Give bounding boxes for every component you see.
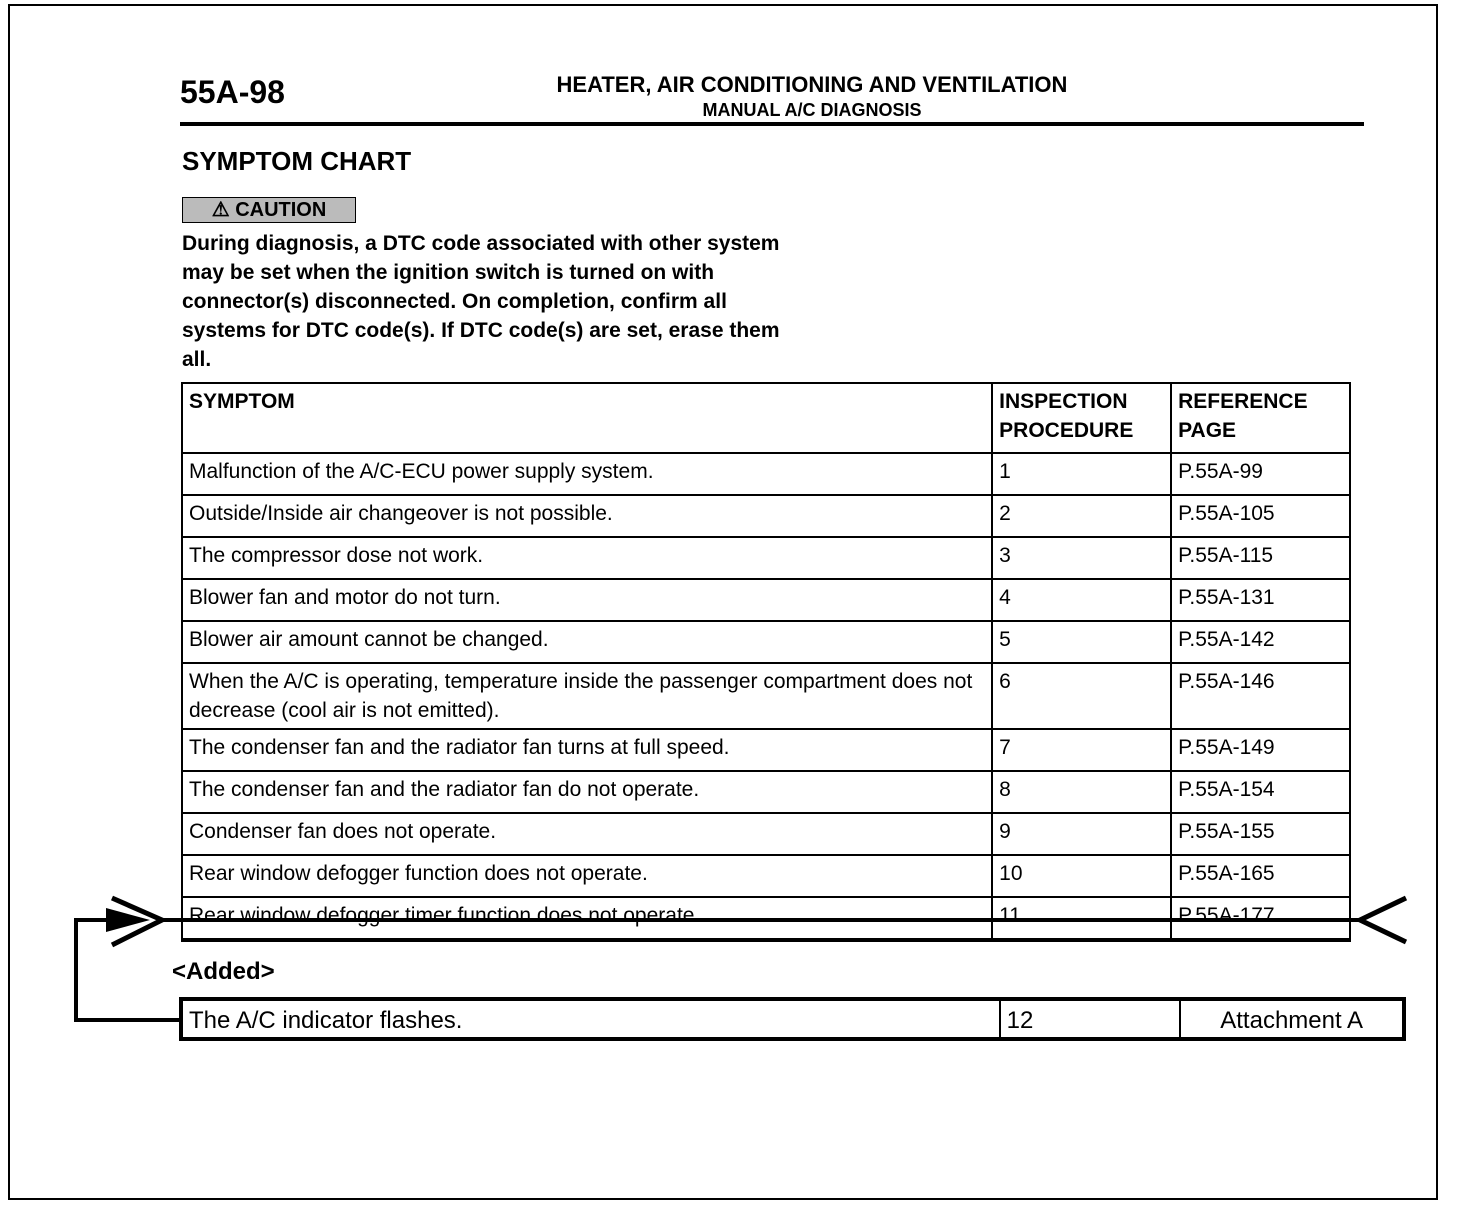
procedure-cell: 7 <box>992 729 1171 771</box>
right-chevron-icon <box>1360 898 1406 942</box>
symptom-cell: When the A/C is operating, temperature inside the passenger compartment does not decrease (cool air is not emitted). <box>182 663 992 729</box>
reference-cell: P.55A-177 <box>1171 897 1350 940</box>
procedure-cell: 12 <box>1000 999 1181 1039</box>
symptom-cell: The condenser fan and the radiator fan turns at full speed. <box>182 729 992 771</box>
procedure-cell: 6 <box>992 663 1171 729</box>
reference-cell: P.55A-105 <box>1171 495 1350 537</box>
reference-cell: P.55A-155 <box>1171 813 1350 855</box>
symptom-cell: Rear window defogger function does not operate. <box>182 855 992 897</box>
procedure-cell: 8 <box>992 771 1171 813</box>
symptom-cell: Condenser fan does not operate. <box>182 813 992 855</box>
section-heading: SYMPTOM CHART <box>182 146 412 176</box>
page-subtitle: MANUAL A/C DIAGNOSIS <box>702 100 922 120</box>
page-number: 55A-98 <box>180 74 285 110</box>
reference-cell: P.55A-131 <box>1171 579 1350 621</box>
procedure-cell: 2 <box>992 495 1171 537</box>
reference-cell: P.55A-115 <box>1171 537 1350 579</box>
reference-cell: P.55A-154 <box>1171 771 1350 813</box>
symptom-cell: The condenser fan and the radiator fan do not operate. <box>182 771 992 813</box>
symptom-cell: Rear window defogger timer function does not operate. <box>182 897 992 940</box>
reference-cell: Attachment A <box>1180 999 1404 1039</box>
procedure-cell: 5 <box>992 621 1171 663</box>
procedure-cell: 11 <box>992 897 1171 940</box>
reference-cell: P.55A-146 <box>1171 663 1350 729</box>
procedure-cell: 9 <box>992 813 1171 855</box>
page-title: HEATER, AIR CONDITIONING AND VENTILATION <box>556 72 1068 97</box>
procedure-cell: 10 <box>992 855 1171 897</box>
symptom-cell: The A/C indicator flashes. <box>189 1007 463 1034</box>
reference-cell: P.55A-142 <box>1171 621 1350 663</box>
symptom-cell: Malfunction of the A/C-ECU power supply system. <box>182 453 992 495</box>
symptom-cell: The compressor dose not work. <box>182 537 992 579</box>
caution-badge: ⚠ CAUTION <box>182 197 356 223</box>
reference-cell: P.55A-149 <box>1171 729 1350 771</box>
symptom-cell: Blower air amount cannot be changed. <box>182 621 992 663</box>
procedure-cell: 1 <box>992 453 1171 495</box>
procedure-cell: 3 <box>992 537 1171 579</box>
symptom-cell: Outside/Inside air changeover is not possible. <box>182 495 992 537</box>
header-inspection-procedure: INSPECTION PROCEDURE <box>992 383 1171 453</box>
reference-cell: P.55A-99 <box>1171 453 1350 495</box>
added-label: <Added> <box>172 958 275 985</box>
procedure-cell: 4 <box>992 579 1171 621</box>
caution-text: During diagnosis, a DTC code associated with other system may be set when the ignition switch is turned on with connector(s) disconnected. On completion, confirm all systems for DTC code(s). If DTC code(s) are set, erase them all. <box>182 232 780 371</box>
symptom-cell: Blower fan and motor do not turn. <box>182 579 992 621</box>
header-symptom: SYMPTOM <box>182 383 992 453</box>
reference-cell: P.55A-165 <box>1171 855 1350 897</box>
header-reference-page: REFERENCE PAGE <box>1171 383 1350 453</box>
